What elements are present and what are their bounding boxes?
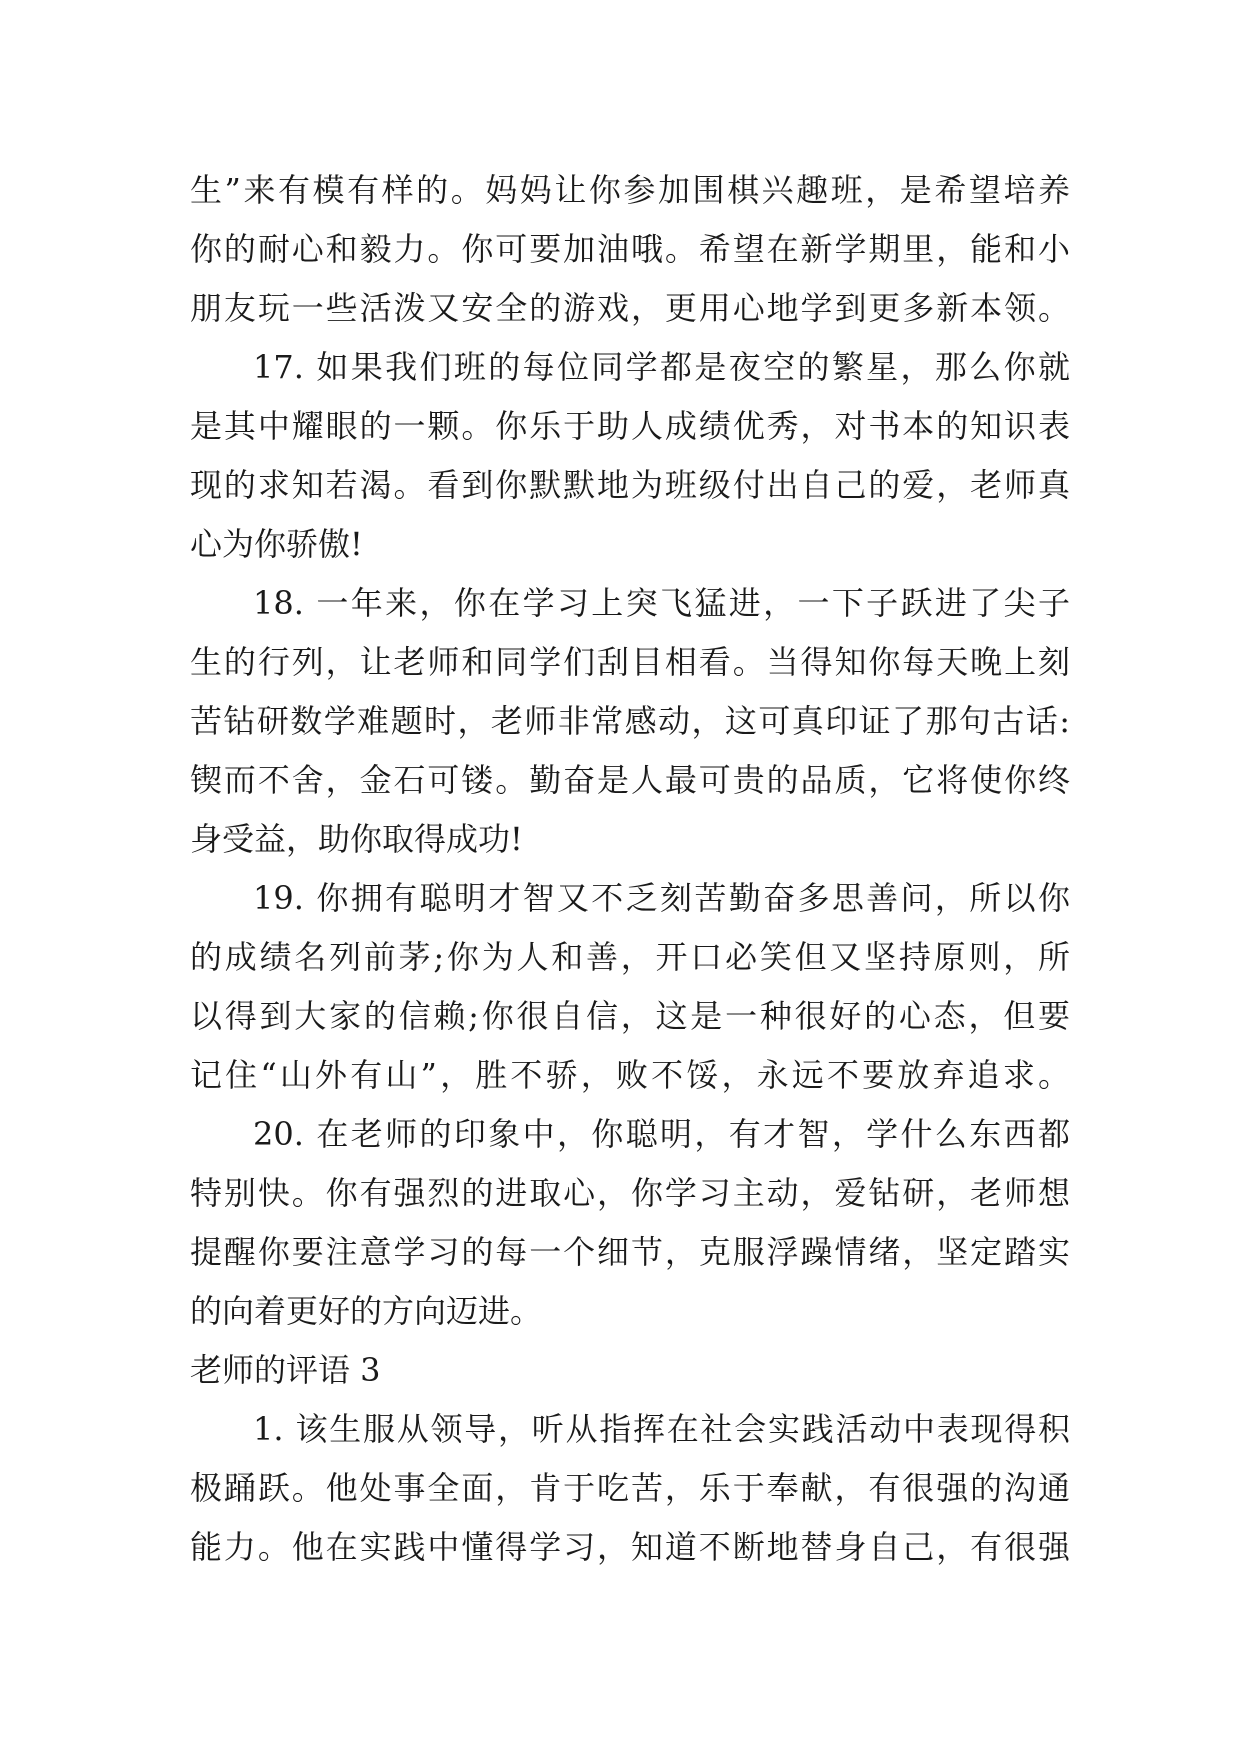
text-line: 你的耐心和毅力。你可要加油哦。希望在新学期里，能和小: [190, 230, 1070, 268]
text-line: 苦钻研数学难题时，老师非常感动，这可真印证了那句古话:: [190, 702, 1070, 740]
text-line: 锲而不舍，金石可镂。勤奋是人最可贵的品质，它将使你终: [190, 761, 1070, 799]
text-line: 特别快。你有强烈的进取心，你学习主动，爱钻研，老师想: [190, 1174, 1070, 1212]
paragraph-start-18: 18. 一年来，你在学习上突飞猛进，一下子跃进了尖子: [253, 584, 1070, 622]
text-line: 能力。他在实践中懂得学习，知道不断地替身自己，有很强: [190, 1528, 1070, 1566]
text-line: 是其中耀眼的一颗。你乐于助人成绩优秀，对书本的知识表: [190, 407, 1070, 445]
text-line: 极踊跃。他处事全面，肯于吃苦，乐于奉献，有很强的沟通: [190, 1469, 1070, 1507]
text-line: 记住“山外有山”，胜不骄，败不馁，永远不要放弃追求。: [190, 1056, 1070, 1094]
text-line: 生”来有模有样的。妈妈让你参加围棋兴趣班，是希望培养: [190, 171, 1070, 209]
text-line: 提醒你要注意学习的每一个细节，克服浮躁情绪，坚定踏实: [190, 1233, 1070, 1271]
paragraph-start-1: 1. 该生服从领导，听从指挥在社会实践活动中表现得积: [253, 1410, 1070, 1448]
paragraph-start-19: 19. 你拥有聪明才智又不乏刻苦勤奋多思善问，所以你: [253, 879, 1070, 917]
text-line: 现的求知若渴。看到你默默地为班级付出自己的爱，老师真: [190, 466, 1070, 504]
text-line: 朋友玩一些活泼又安全的游戏，更用心地学到更多新本领。: [190, 289, 1070, 327]
text-line: 的向着更好的方向迈进。: [190, 1292, 543, 1330]
paragraph-start-20: 20. 在老师的印象中，你聪明，有才智，学什么东西都: [253, 1115, 1070, 1153]
section-heading: 老师的评语 3: [190, 1351, 381, 1389]
text-line: 的成绩名列前茅;你为人和善，开口必笑但又坚持原则，所: [190, 938, 1070, 976]
text-line: 身受益，助你取得成功!: [190, 820, 523, 858]
text-line: 心为你骄傲!: [190, 525, 363, 563]
text-line: 生的行列，让老师和同学们刮目相看。当得知你每天晚上刻: [190, 643, 1070, 681]
paragraph-start-17: 17. 如果我们班的每位同学都是夜空的繁星，那么你就: [253, 348, 1070, 386]
text-line: 以得到大家的信赖;你很自信，这是一种很好的心态，但要: [190, 997, 1070, 1035]
